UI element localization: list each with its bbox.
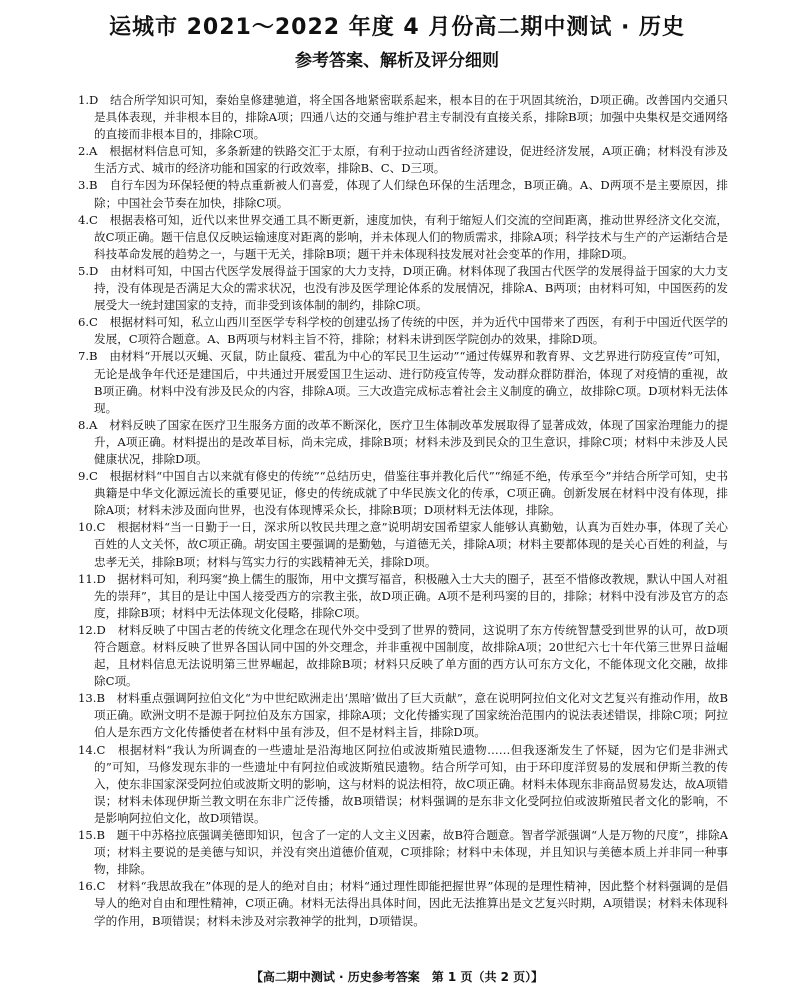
page-subtitle: 参考答案、解析及评分细则 <box>295 51 499 71</box>
answer-item-11: 11.D 据材料可知，利玛窦“换上儒生的服饰，用中文撰写福音，积极融入士大夫的圈子，甚至不惜修改教规，默认中国人对祖先的崇拜”，其目的是让中国人接受西方的宗教主张，故D项正确。A项不是利玛窦的目的，排除；材料中没有涉及官方的态度，排除B项；材料中无法体现文化侵略，排除C项。 <box>78 571 728 620</box>
answer-item-10: 10.C 根据材料“当一日勤于一日，深求所以牧民共理之意”说明胡安国希望家人能够认真勤勉，认真为百姓办事，体现了关心百姓的人文关怀，故C项正确。胡安国主要强调的是勤勉，与道德无关，排除A项；材料主要都体现的是关心百姓的利益，与忠孝无关，排除B项；材料与笃实力行的实践精神无关，排除D项。 <box>78 520 728 569</box>
answer-item-9: 9.C 根据材料“中国自古以来就有修史的传统”“总结历史，借鉴往事并教化后代”“绵延不绝，传承至今”并结合所学可知，史书典籍是中华文化源远流长的重要见证，修史的传统成就了中华民族文化的传承，C项正确。创新发展在材料中没有体现，排除A项；材料未涉及面向世界，也没有体现博采众长，排除B项；D项材料无法体现，排除。 <box>78 469 728 518</box>
page-title: 运城市 2021～2022 年度 4 月份高二期中测试 · 历史 <box>108 15 686 40</box>
answer-list <box>78 92 728 966</box>
page-footer: 【高二期中测试 · 历史参考答案 第 1 页（共 2 页）】 <box>250 970 544 984</box>
answer-item-16: 16.C 材料“我思故我在”体现的是人的绝对自由；材料“通过理性即能把握世界”体现的是理性精神，因此整个材料强调的是倡导人的绝对自由和理性精神，C项正确。材料无法得出具体时间，因此无法推算出是文艺复兴时期，A项错误；材料未体现科学的作用，B项错误；材料未涉及对宗教神学的批判，D项错误。 <box>78 879 728 928</box>
answer-item-12: 12.D 材料反映了中国古老的传统文化理念在现代外交中受到了世界的赞同，这说明了东方传统智慧受到世界的认可，故D项符合题意。材料反映了世界各国认同中国的外交理念，并非重视中国制度，故排除A项；20世纪六七十年代第三世界日益崛起，且材料信息无法说明第三世界崛起，故排除B项；材料只反映了单方面的西方认可东方文化，不能体现文化交融，故排除C项。 <box>78 622 728 689</box>
answer-item-7: 7.B 由材料“开展以灭蝇、灭鼠，防止鼠疫、霍乱为中心的军民卫生运动”“通过传媒界和教育界、文艺界进行防疫宣传”可知，无论是战争年代还是建国后，中共通过开展爱国卫生运动、进行防疫宣传等，发动群众群防群治，体现了对疫情的重视，故B项正确。材料中没有涉及民众的内容，排除A项。三大改造完成标志着社会主义制度的确立，故排除C项。D项材料无法体现。 <box>78 349 728 415</box>
answer-item-1: 1.D 结合所学知识可知，秦始皇修建驰道，将全国各地紧密联系起来，根本目的在于巩固其统治，D项正确。改善国内交通只是具体表现，并非根本目的，排除A项；四通八达的交通与维护君主专制没有直接关系，排除B项；加强中央集权是交通网络的直接而非根本目的，排除C项。 <box>78 93 728 142</box>
answer-item-8: 8.A 材料反映了国家在医疗卫生服务方面的改革不断深化，医疗卫生体制改革发展取得了显著成效，体现了国家治理能力的提升，A项正确。材料提出的是改革目标，尚未完成，排除B项；材料未涉及到民众的卫生意识，排除C项；材料中未涉及人民健康状况，排除D项。 <box>78 417 728 466</box>
answer-item-6: 6.C 根据材料可知，私立山西川至医学专科学校的创建弘扬了传统的中医，并为近代中国带来了西医，有利于中国近代医学的发展，C项符合题意。A、B两项与材料主旨不符，排除；材料未讲到医学院创办的效果，排除D项。 <box>78 315 728 347</box>
answer-item-14: 14.C 根据材料“我认为所调查的一些遗址是沿海地区阿拉伯或波斯殖民遗物……但我逐渐发生了怀疑，因为它们是非洲式的”可知，马修发现东非的一些遗址中有阿拉伯或波斯殖民遗物。结合所学可知，由于环印度洋贸易的发展和伊斯兰教的传入，使东非国家深受阿拉伯或波斯文明的影响，这与材料的说法相符，故C项正确。材料未体现东非商品贸易发达，故A项错误；材料未体现伊斯兰教文明在东非广泛传播，故B项错误；材料强调的是东非文化受阿拉伯或波斯殖民者文化的影响，不是影响阿拉伯文化，故D项错误。 <box>78 742 728 825</box>
answer-item-4: 4.C 根据表格可知，近代以来世界交通工具不断更新，速度加快，有利于缩短人们交流的空间距离，推动世界经济文化交流，故C项正确。题干信息仅反映运输速度对距离的影响，并未体现人们的物质需求，排除A项；科学技术与生产的产运渐结合是科技革命发展的趋势之一，与题干无关，排除B项；题干并未体现科技发展对社会变革的作用，排除D项。 <box>78 212 728 261</box>
answer-item-15: 15.B 题干中苏格拉底强调美德即知识，包含了一定的人文主义因素，故B符合题意。智者学派强调“人是万物的尺度”，排除A项；材料主要说的是美德与知识，并没有突出道德价值观，C项排除；材料中未体现，并且知识与美德本质上并非同一种事物，排除。 <box>78 828 728 877</box>
answer-item-5: 5.D 由材料可知，中国古代医学发展得益于国家的大力支持，D项正确。材料体现了我国古代医学的发展得益于国家的大力支持，没有体现是否满足大众的需求状况，也没有涉及医学理论体系的发展情况，排除A、B两项；由材料可知，中国医药的发展受大一统封建国家的支持，而非受到该体制的制约，排除C项。 <box>78 263 728 313</box>
answer-item-3: 3.B 自行车因为环保轻便的特点重新被人们喜爱，体现了人们绿色环保的生活理念，B项正确。A、D两项不是主要原因，排除；中国社会节奏在加快，排除C项。 <box>78 178 728 210</box>
answer-item-13: 13.B 材料重点强调阿拉伯文化“为中世纪欧洲走出‘黑暗’做出了巨大贡献”，意在说明阿拉伯文化对文艺复兴有推动作用，故B项正确。欧洲文明不是源于阿拉伯及东方国家，排除A项；文化传播实现了国家统治范围内的说法表述错误，排除C项；阿拉伯人是东西方文化传播使者在材料中虽有涉及，但不是材料主旨，排除D项。 <box>78 691 728 740</box>
answer-item-2: 2.A 根据材料信息可知，多条新建的铁路交汇于太原，有利于拉动山西省经济建设，促进经济发展，A项正确；材料没有涉及生活方式、城市的经济功能和国家的行政效率，排除B、C、D三项。 <box>78 144 728 176</box>
